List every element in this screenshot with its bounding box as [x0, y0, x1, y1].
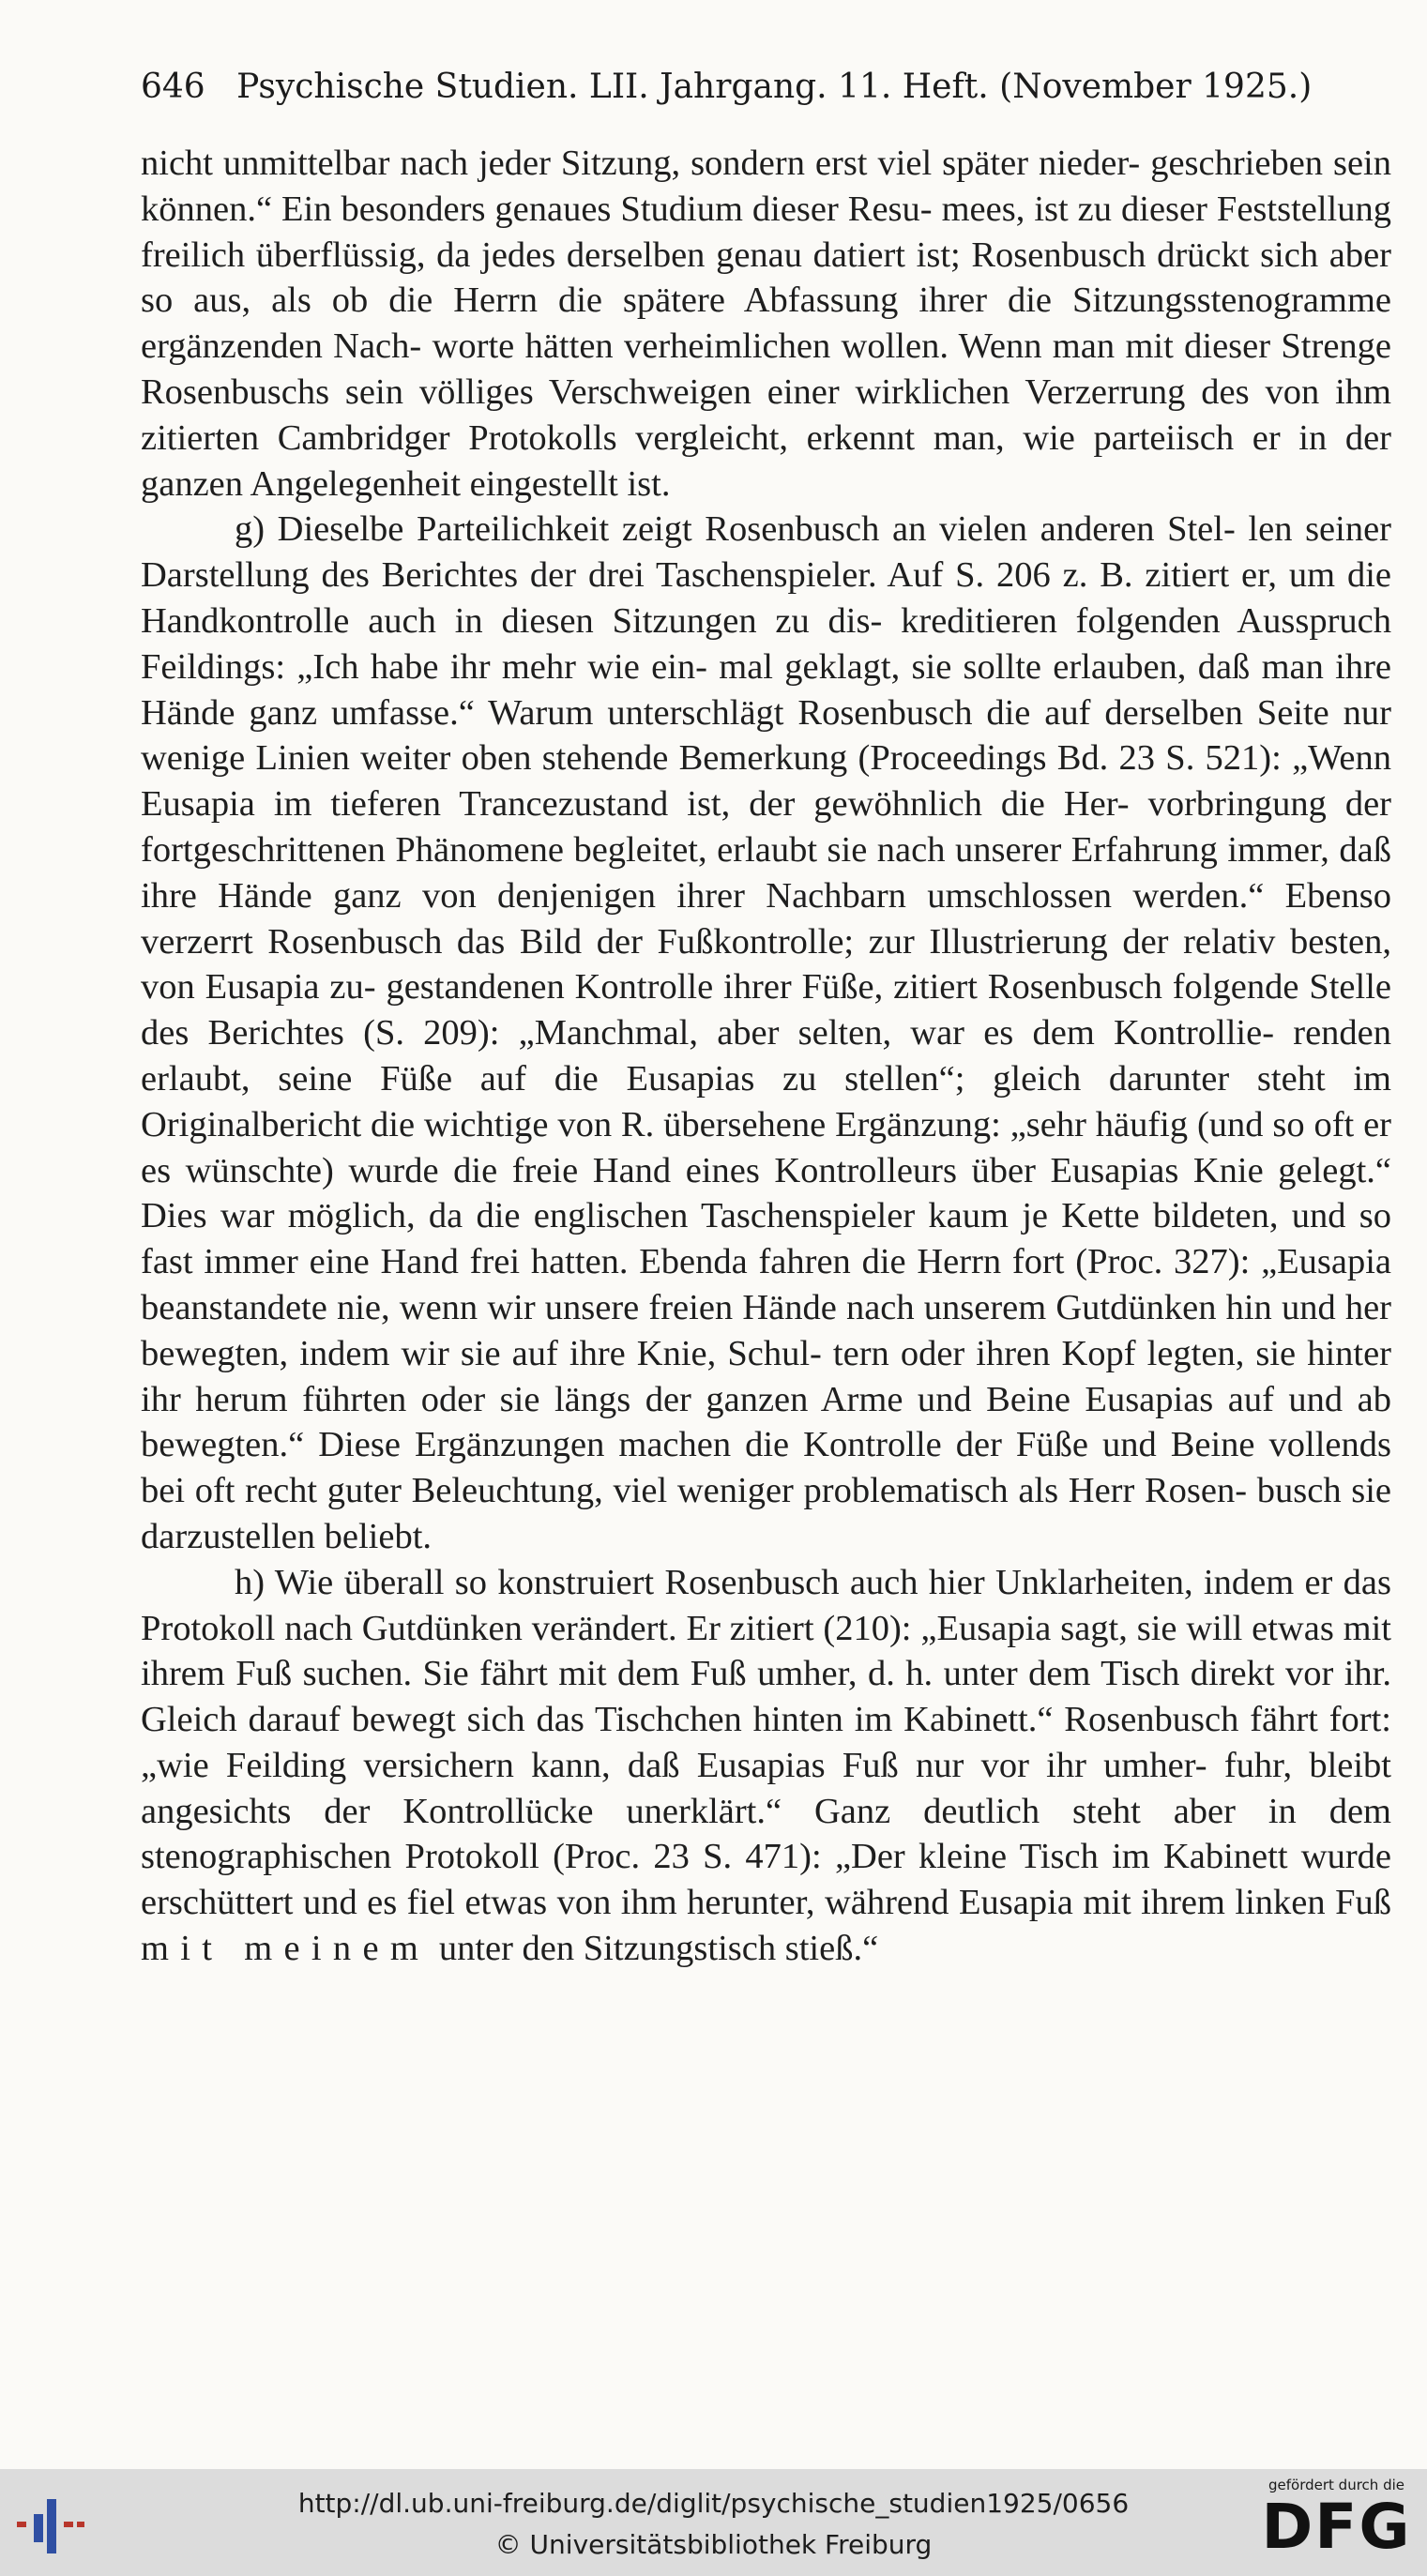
- paragraph-g: [141, 507, 1391, 1559]
- footer-bar: [0, 2469, 1427, 2576]
- text-line: genau datiert ist; Rosenbusch drückt sich aber so aus, als ob die Herrn: [141, 235, 1391, 321]
- paragraph-continuation: [141, 141, 1391, 507]
- dfg-logo-text: DFG: [1261, 2491, 1412, 2563]
- paragraph-h: [141, 1560, 1391, 1972]
- text-line: nicht unmittelbar nach jeder Sitzung, sondern erst viel später nieder-: [141, 144, 1141, 183]
- text-line: indem er das Protokoll nach Gutdünken verändert. Er zitiert (210):: [141, 1562, 1391, 1648]
- text-line: während Eusapia mit ihrem linken Fuß: [824, 1883, 1391, 1923]
- text-line: des Berichtes (S. 209): „Manchmal, aber selten, war es dem Kontrollie-: [141, 1013, 1275, 1053]
- text-line: busch sie darzustellen beliebt.: [141, 1471, 1392, 1556]
- text-line: unserer Erfahrung immer, daß ihre Hände ganz von denjenigen ihrer: [141, 829, 1392, 916]
- text-line: englischen Taschenspieler kaum je Kette bildeten, und so fast immer: [141, 1196, 1391, 1282]
- copyright-notice: © Universitätsbibliothek Freiburg: [494, 2529, 933, 2560]
- text-line: Sitzungstisch stieß.“: [583, 1929, 879, 1969]
- text-line: „wie Feilding versichern kann, daß Eusapias Fuß nur vor ihr umher-: [141, 1745, 1207, 1785]
- text-line: worte hätten verheimlichen wollen. Wenn man mit dieser Strenge: [432, 326, 1392, 367]
- dfg-sponsor-text: gefördert durch die: [1268, 2477, 1404, 2493]
- text-line: oft recht guter Beleuchtung, viel weniger problematisch als Herr Rosen-: [194, 1471, 1248, 1511]
- text-line: längs der ganzen Arme und Beine Eusapias auf und ab bewegten.“ Diese: [141, 1379, 1392, 1465]
- text-line: g) Dieselbe Parteilichkeit zeigt Rosenbusch an vielen anderen Stel-: [235, 509, 1236, 550]
- text-line: kreditieren folgenden Ausspruch Feildings: „Ich habe ihr mehr wie ein-: [141, 600, 1391, 687]
- text-line: dem Fuß umher, d. h. unter dem Tisch direkt vor ihr. Gleich darauf: [141, 1654, 1391, 1740]
- text-line: „sehr häufig (und so oft er es wünschte) wurde die freie Hand eines: [141, 1104, 1391, 1190]
- text-line: aber in dem stenographischen Protokoll (Proc. 23 S. 471): „Der kleine: [141, 1791, 1392, 1877]
- text-line: tern oder ihren Kopf legten, sie hinter ihr herum führten oder sie: [141, 1333, 1391, 1419]
- text-line: h) Wie überall so konstruiert Rosenbusch auch hier Unklarheiten,: [235, 1562, 1193, 1602]
- text-line: bewegt sich das Tischchen hinten im Kabinett.“ Rosenbusch fährt fort:: [351, 1700, 1391, 1740]
- text-line: wie parteiisch er in der ganzen Angelegenheit eingestellt ist.: [141, 417, 1392, 504]
- text-line: unter den: [438, 1929, 575, 1969]
- text-line: des von ihm zitierten Cambridger Protokolls vergleicht, erkennt man,: [141, 371, 1391, 458]
- text-line: die spätere Abfassung ihrer die Sitzungsstenogramme ergänzenden Nach-: [141, 280, 1392, 367]
- text-line: Ergänzungen machen die Kontrolle der Füße und Beine vollends bei: [141, 1425, 1392, 1511]
- text-line: „Eusapia sagt, sie will etwas mit ihrem Fuß suchen. Sie fährt mit: [141, 1608, 1392, 1694]
- text-line: „Eusapia beanstandete nie, wenn wir unsere freien Hände nach unserem: [141, 1242, 1392, 1327]
- page-number: 646: [141, 68, 205, 106]
- text-line: geschrieben sein können.“ Ein besonders genaues Studium dieser Resu-: [141, 144, 1392, 229]
- text-line: Rosenbuschs sein völliges Verschweigen einer wirklichen Verzerrung: [141, 371, 1186, 412]
- dfg-logo: [1259, 2477, 1414, 2570]
- text-line: len seiner Darstellung des Berichtes der drei Taschenspieler. Auf S. 206: [141, 509, 1391, 596]
- source-url-link[interactable]: http://dl.ub.uni-freiburg.de/diglit/psychische_studien1925/0656: [297, 2488, 1130, 2519]
- text-line: mal geklagt, sie sollte erlauben, daß man ihre Hände ganz umfasse.“: [141, 646, 1391, 733]
- text-line: Gutdünken hin und her bewegten, indem wir sie auf ihre Knie, Schul-: [141, 1287, 1391, 1373]
- text-line: der Fußkontrolle; zur Illustrierung der relativ besten, von Eusapia zu-: [141, 921, 1391, 1008]
- text-line: Kontrolleurs über Eusapias Knie gelegt.“ Dies war möglich, da die: [141, 1150, 1392, 1236]
- text-line: z. B. zitiert er, um die Handkontrolle auch in diesen Sitzungen zu dis-: [141, 555, 1392, 641]
- running-header: [141, 68, 1313, 106]
- text-line: „Wenn Eusapia im tieferen Trancezustand ist, der gewöhnlich die Her-: [141, 738, 1392, 825]
- text-line: mees, ist zu dieser Feststellung freilich überflüssig, da jedes derselben: [141, 189, 1391, 275]
- running-title: Psychische Studien. LII. Jahrgang. 11. Heft. (November 1925.): [236, 68, 1313, 106]
- text-line: renden erlaubt, seine Füße auf die Eusapias zu stellen“; gleich darunter: [141, 1013, 1391, 1099]
- text-line: Tisch im Kabinett wurde erschüttert und es fiel etwas von ihm herunter,: [141, 1837, 1392, 1923]
- text-line: eine Hand frei hatten. Ebenda fahren die Herrn fort (Proc. 327):: [309, 1242, 1251, 1282]
- text-line: vorbringung der fortgeschrittenen Phänomene begleitet, erlaubt sie nach: [141, 784, 1392, 870]
- text-line: Nachbarn umschlossen werden.“ Ebenso verzerrt Rosenbusch das Bild: [141, 875, 1391, 962]
- text-line: fuhr, bleibt angesichts der Kontrollücke unerklärt.“ Ganz deutlich steht: [141, 1745, 1392, 1831]
- text-line: Warum unterschlägt Rosenbusch die auf derselben Seite nur wenige: [141, 692, 1391, 779]
- text-line: Linien weiter oben stehende Bemerkung (Proceedings Bd. 23 S. 521):: [255, 738, 1282, 779]
- body-text: [141, 141, 1391, 1972]
- text-line: steht im Originalbericht die wichtige von R. übersehene Ergänzung:: [141, 1058, 1392, 1144]
- emphasized-text: mit meinem: [141, 1929, 431, 1969]
- text-line: gestandenen Kontrolle ihrer Füße, zitiert Rosenbusch folgende Stelle: [386, 967, 1391, 1008]
